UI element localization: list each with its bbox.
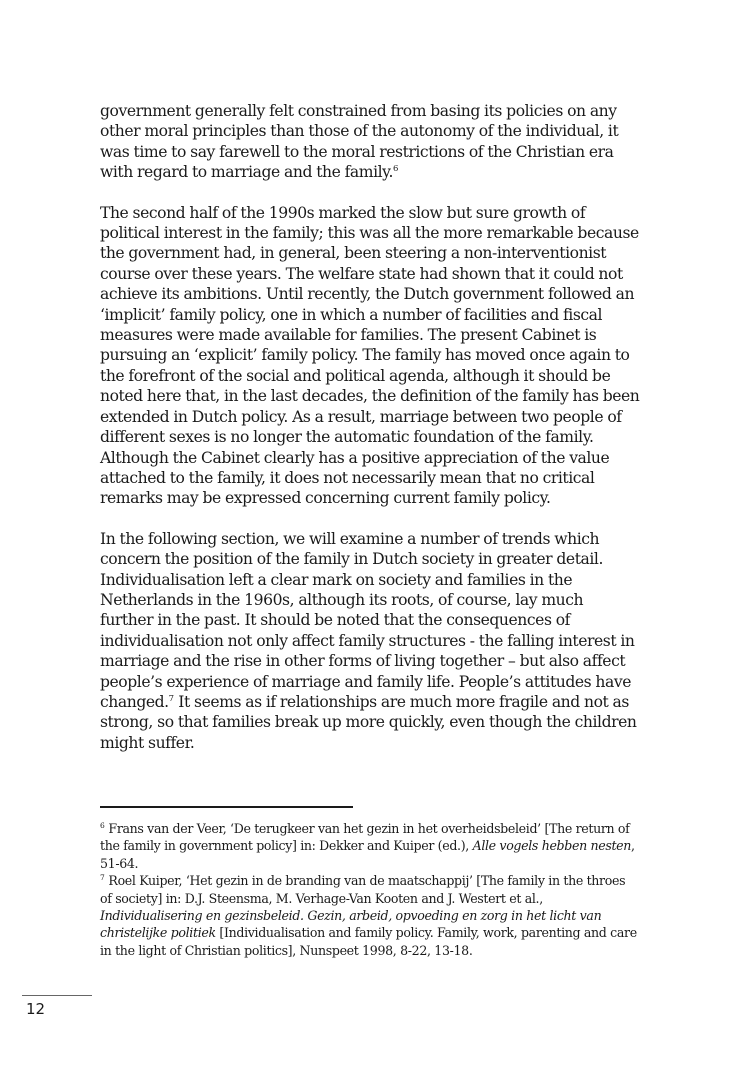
page-number: 12 [26,1000,46,1018]
footnote-6: $^6$ Frans van der Veer, ‘De terugkeer van het gezin in het overheidsbeleid’ [The return of the family in government policy] in: Dekker and Kuiper (ed.), Alle vogels hebben nesten, 51-64. [100,821,635,871]
paragraph-3: In the following section, we will examine a number of trends which concern the position of the family in Dutch society in greater detail. Individualisation left a clear mark on society and families in the Netherlands in the 1960s, although its roots, of course, lay much further in the past. It should be noted that the consequences of individualisation not only affect family structures - the falling interest in marriage and the rise in other forms of living together – but also affect people’s experience of marriage and family life. People’s attitudes have changed.$^7$ It seems as if relationships are much more fragile and not as strong, so that families break up more quickly, even though the children might suffer. [100,529,637,752]
footnotes [100,820,640,959]
page-number-rule [22,995,92,996]
footnote-ref-6[interactable]: 6 [392,164,399,175]
footnote-title: Alle vogels hebben nesten [472,838,632,854]
footnote-separator [100,806,353,808]
paragraph-2: The second half of the 1990s marked the slow but sure growth of political interest in the family; this was all the more remarkable because the government had, in general, been steering a non-interventionist course over these years. The welfare state had shown that it could not achieve its ambitions. Until recently, the Dutch government followed an ‘implicit’ family policy, one in which a number of facilities and fiscal measures were made available for families. The present Cabinet is pursuing an ‘explicit’ family policy. The family has moved once again to the forefront of the social and political agenda, although it should be noted here that, in the last decades, the definition of the family has been extended in Dutch policy. As a result, marriage between two people of different sexes is no longer the automatic foundation of the family. Although the Cabinet clearly has a positive appreciation of the value attached to the family, it does not necessarily mean that no critical remarks may be expressed concerning current family policy. [100,203,640,508]
footnote-number: 6 [100,821,105,830]
footnote-number: 7 [100,873,105,883]
paragraph-1: government generally felt constrained from basing its policies on any other moral principles than those of the autonomy of the individual, it was time to say farewell to the moral restrictions of the Christian era with regard to marriage and the family.$^6$ [100,102,619,182]
footnote-7: $^7$ Roel Kuiper, ‘Het gezin in de branding van de maatschappij’ [The family in the throes of society] in: D.J. Steensma, M. Verhage-Van Kooten and J. Westert et al., Individualisering en gezinsbeleid. Gezin, arbeid, opvoeding en zorg in het licht van christelijke politiek [Individualisation and family policy. Family, work, parenting and care in the light of Christian politics], Nunspeet 1998, 8-22, 13-18. [100,873,637,958]
footnote-ref-7[interactable]: 7 [168,693,175,704]
body-text [100,101,640,773]
footnote-title: Individualisering en gezinsbeleid. Gezin, arbeid, opvoeding en zorg in het licht van christelijke politiek [100,908,602,941]
